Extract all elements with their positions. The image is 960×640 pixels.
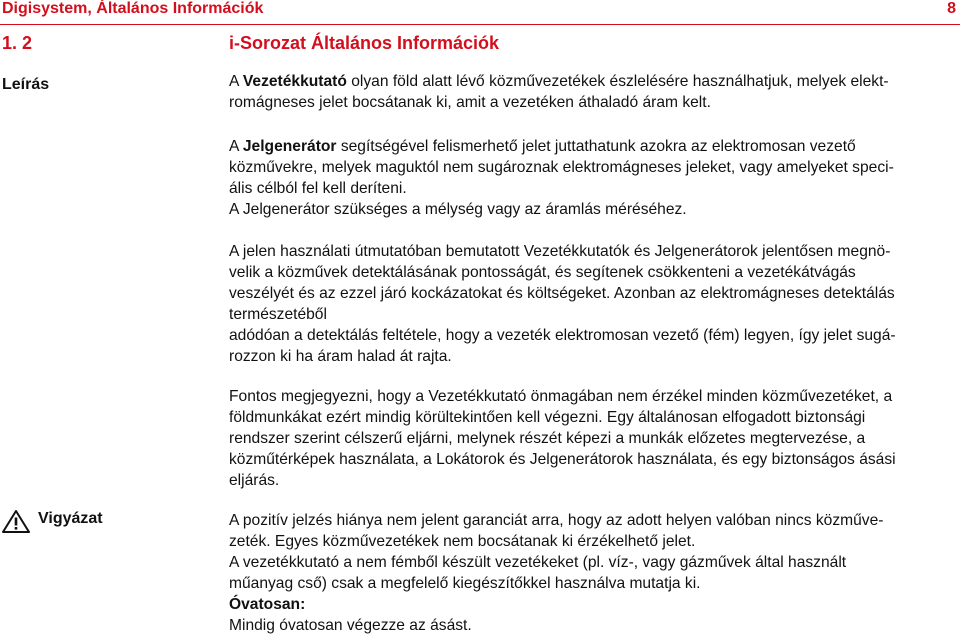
- text-line: A vezetékkutató a nem fémből készült vezetékeket (pl. víz-, vagy gázművek által használt: [229, 554, 847, 571]
- bold-term: Vezetékkutató: [242, 73, 347, 90]
- description-paragraph-3: [229, 241, 957, 367]
- text-line: közművekre, melyek maguktól nem sugároznak elektromágneses jeleket, vagy amelyeket speci-: [229, 159, 894, 176]
- text-line: A pozitív jelzés hiánya nem jelent garanciát arra, hogy az adott helyen valóban nincs közműve-: [229, 512, 884, 529]
- description-label: Leírás: [2, 76, 50, 93]
- header-title: Digisystem, Általános Információk: [2, 0, 264, 17]
- text-line: természetéből: [229, 306, 327, 323]
- text-line: velik a közművek detektálásának pontosságát, és segítenek csökkenteni a vezetékátvágás: [229, 264, 856, 281]
- warning-triangle-icon: [2, 509, 30, 533]
- description-paragraph-2: [229, 136, 957, 220]
- text-line: ális célból fel kell deríteni.: [229, 180, 407, 197]
- text-line: rendszer szerint célszerű eljárni, melynek részét képezi a munkák előzetes megtervezése, a: [229, 430, 866, 447]
- caution-text: Mindig óvatosan végezze az ásást.: [229, 617, 472, 634]
- text-line: eljárás.: [229, 472, 280, 489]
- text-line: közműtérképek használata, a Lokátorok és Jelgenerátorok használata, és egy biztonságos ásási: [229, 451, 896, 468]
- section-number: 1. 2: [2, 33, 33, 53]
- text-line: műanyag cső) csak a megfelelő kiegészítőkkel használva mutatja ki.: [229, 575, 701, 592]
- page-number: 8: [947, 0, 956, 17]
- text-line: földmunkákat ezért mindig körültekintően kell végezni. Egy általánosan elfogadott biztonsági: [229, 409, 866, 426]
- bold-term: Jelgenerátor: [242, 138, 337, 155]
- text-line: Fontos megjegyezni, hogy a Vezetékkutató önmagában nem érzékel minden közművezetéket, a: [229, 388, 893, 405]
- text-span: olyan föld alatt lévő közművezetékek észlelésére használhatjuk, melyek elekt-: [351, 73, 889, 90]
- text-line: A jelen használati útmutatóban bemutatott Vezetékkutatók és Jelgenerátorok jelentősen megnö-: [229, 243, 891, 260]
- section-title: i-Sorozat Általános Információk: [229, 33, 500, 53]
- page-header: [0, 0, 960, 25]
- text-line: veszélyét és az ezzel járó kockázatokat és költségeket. Azonban az elektromágneses detektálás: [229, 285, 895, 302]
- text-line: rozzon ki ha áram halad át rajta.: [229, 348, 452, 365]
- text-line: A Jelgenerátor segítségével felismerhető jelet juttathatunk azokra az elektromosan vezető: [229, 138, 856, 155]
- caution-paragraph: [229, 510, 957, 636]
- text-line: A Vezetékkutató olyan föld alatt lévő közművezetékek észlelésére használhatjuk, melyek elekt-: [229, 73, 889, 90]
- description-paragraph-4: [229, 386, 957, 491]
- caution-label: Vigyázat: [38, 510, 103, 527]
- caution-title-text: Óvatosan:: [229, 596, 306, 613]
- caution-title: [229, 594, 957, 615]
- text-line: A Jelgenerátor szükséges a mélység vagy az áramlás méréséhez.: [229, 201, 687, 218]
- text-span: segítségével felismerhető jelet juttathatunk azokra az elektromosan vezető: [340, 138, 856, 155]
- text-line: zeték. Egyes közművezetékek nem bocsátanak ki érzékelhető jelet.: [229, 533, 696, 550]
- text-line: adódóan a detektálás feltétele, hogy a vezeték elektromosan vezető (fém) legyen, így jelet sugá-: [229, 327, 896, 344]
- text-line: romágneses jelet bocsátanak ki, amit a vezetéken áthaladó áram kelt.: [229, 94, 711, 111]
- description-paragraph-1: [229, 71, 957, 113]
